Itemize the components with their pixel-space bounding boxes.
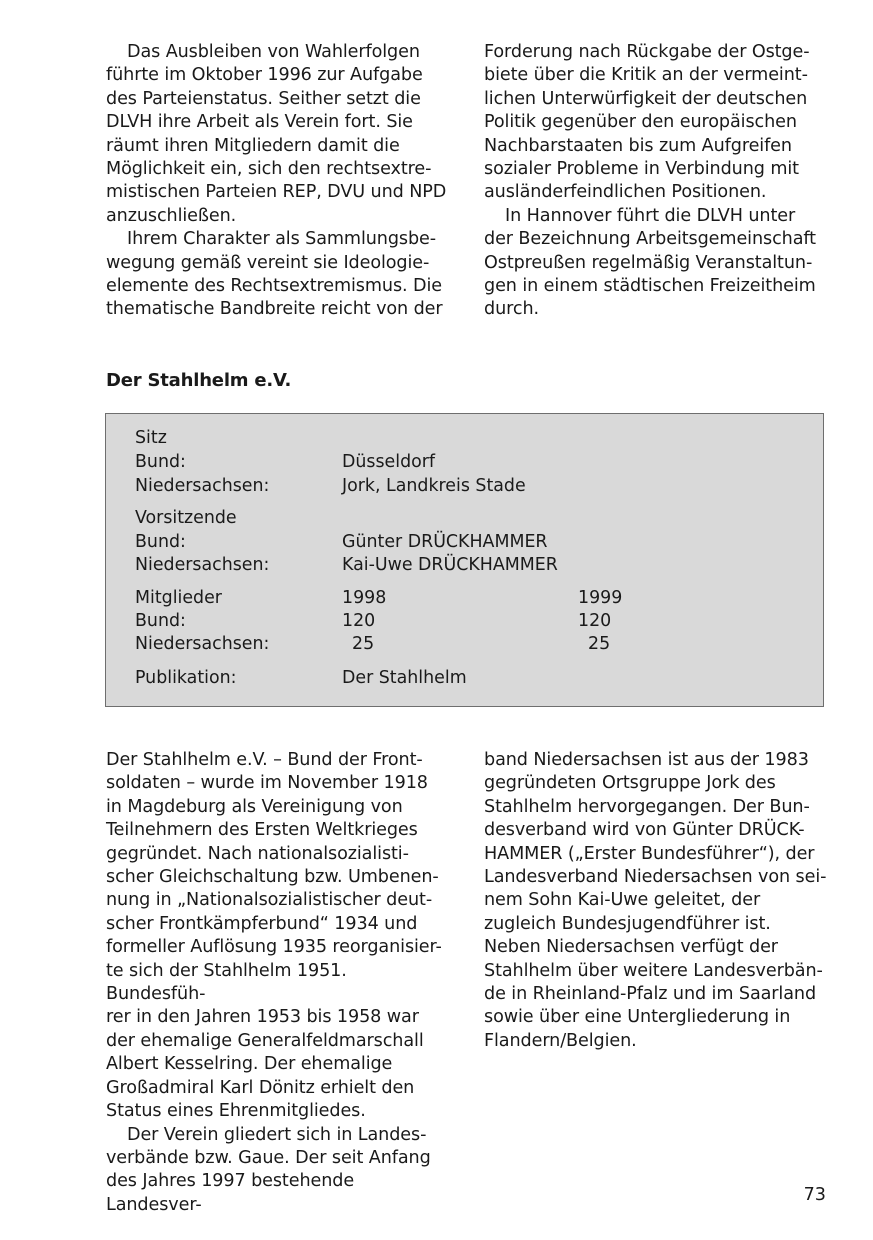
bottom-right-column	[484, 749, 829, 1053]
mitglieder-niedersachsen-1998: 25	[352, 634, 375, 654]
paragraph: Forderung nach Rückgabe der Ostge- biete über die Kritik an der vermeint- lichen Unterwürfigkeit der deutschen Politik gegenüber den europäischen Nachbarstaaten bis zum Aufgreifen sozialer Probleme in Verbindung mit ausländerfeindlichen Positionen.	[484, 42, 810, 203]
vorsitzende-heading: Vorsitzende	[135, 508, 237, 528]
paragraph: band Niedersachsen ist aus der 1983 gegründeten Ortsgruppe Jork des Stahlhelm hervorgegangen. Der Bun- desverband wird von Günter DRÜCK- HAMMER („Erster Bundesführer“), der Landesverband Niedersachsen von sei- nem Sohn Kai-Uwe geleitet, der zugleich Bundesjugendführer ist. Neben Niedersachsen verfügt der Stahlhelm über weitere Landesverbän- de in Rheinland-Pfalz und im Saarland sowie über eine Untergliederung in Flandern/Belgien.	[484, 750, 827, 1051]
paragraph: In Hannover führt die DLVH unter der Bezeichnung Arbeitsgemeinschaft Ostpreußen regelmäßig Veranstaltun- gen in einem städtischen Freizeitheim durch.	[484, 205, 816, 320]
mitglieder-heading: Mitglieder	[135, 588, 222, 608]
paragraph: Das Ausbleiben von Wahlerfolgen führte im Oktober 1996 zur Aufgabe des Parteienstatus. Seither setzt die DLVH ihre Arbeit als Verein fort. Sie räumt ihren Mitgliedern damit die Möglichkeit ein, sich den rechtsextre- mistischen Parteien REP, DVU und NPD anzuschließen.	[106, 42, 447, 226]
mitglieder-year-1998: 1998	[342, 588, 387, 608]
organization-info-box	[105, 413, 824, 707]
sitz-bund-label: Bund:	[135, 452, 186, 472]
mitglieder-bund-1998: 120	[342, 611, 376, 631]
bottom-left-column	[106, 749, 451, 1217]
mitglieder-niedersachsen-label: Niedersachsen:	[135, 634, 270, 654]
vorsitzende-niedersachsen-value: Kai-Uwe DRÜCKHAMMER	[342, 555, 558, 575]
publikation-value: Der Stahlhelm	[342, 668, 467, 688]
sitz-bund-value: Düsseldorf	[342, 452, 436, 472]
section-title: Der Stahlhelm e.V.	[106, 370, 292, 391]
top-right-column	[484, 41, 829, 322]
vorsitzende-niedersachsen-label: Niedersachsen:	[135, 555, 270, 575]
vorsitzende-bund-label: Bund:	[135, 532, 186, 552]
paragraph: Ihrem Charakter als Sammlungsbe- wegung gemäß vereint sie Ideologie- elemente des Rechtsextremismus. Die thematische Bandbreite reicht von der	[106, 229, 443, 320]
sitz-niedersachsen-value: Jork, Landkreis Stade	[342, 476, 526, 496]
mitglieder-year-1999: 1999	[578, 588, 623, 608]
publikation-label: Publikation:	[135, 668, 237, 688]
paragraph: Der Stahlhelm e.V. – Bund der Front- soldaten – wurde im November 1918 in Magdeburg als Vereinigung von Teilnehmern des Ersten Weltkrieges gegründet. Nach nationalsozialisti- scher Gleichschaltung bzw. Umbenen- nung in „Nationalsozialistischer deut- scher Frontkämpferbund“ 1934 und formeller Auflösung 1935 reorganisier- te sich der Stahlhelm 1951. Bundesfüh- rer in den Jahren 1953 bis 1958 war der ehemalige Generalfeldmarschall Albert Kesselring. Der ehemalige Großadmiral Karl Dönitz erhielt den Status eines Ehrenmitgliedes.	[106, 750, 442, 1122]
mitglieder-niedersachsen-1999: 25	[588, 634, 611, 654]
vorsitzende-bund-value: Günter DRÜCKHAMMER	[342, 532, 548, 552]
top-left-column	[106, 41, 451, 322]
paragraph: Der Verein gliedert sich in Landes- verbände bzw. Gaue. Der seit Anfang des Jahres 1997 bestehende Landesver-	[106, 1124, 431, 1215]
sitz-niedersachsen-label: Niedersachsen:	[135, 476, 270, 496]
page-number: 73	[803, 1185, 826, 1205]
sitz-heading: Sitz	[135, 428, 167, 448]
mitglieder-bund-label: Bund:	[135, 611, 186, 631]
mitglieder-bund-1999: 120	[578, 611, 612, 631]
